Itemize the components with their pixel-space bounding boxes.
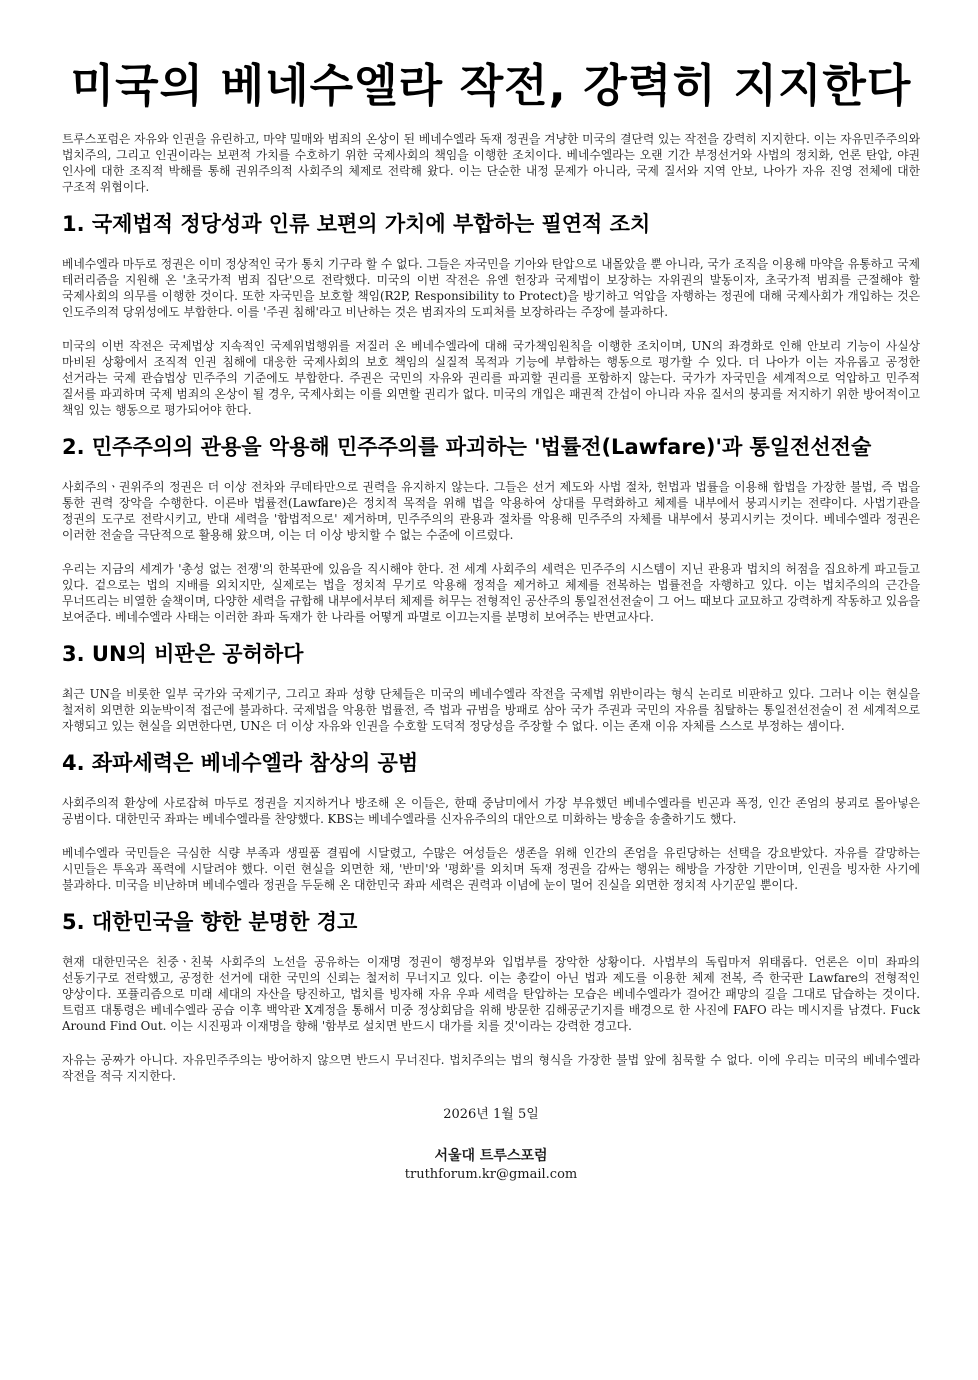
section-2 — [62, 432, 920, 625]
statement-date: 2026년 1월 5일 — [443, 1107, 539, 1122]
intro-paragraph: 트루스포럼은 자유와 인권을 유린하고, 마약 밀매와 범죄의 온상이 된 베네수엘라 독재 정권을 겨냥한 미국의 결단력 있는 작전을 강력히 지지한다. 이는 자유민주주의와 법치주의, 그리고 인권이라는 보편적 가치를 수호하기 위한 국제사회의 책임을 이행한 조치이다. 베네수엘라는 오랜 기간 부정선거와 사법의 정치화, 언론 탄압, 야권 인사에 대한 조직적 박해를 통해 권위주의적 사회주의 체제로 전락해 왔다. 이는 단순한 내정 문제가 아니라, 국제 질서와 지역 안보, 나아가 자유 진영 전체에 대한 구조적 위협이다. — [62, 132, 920, 194]
section-3-paragraph-1: 최근 UN을 비롯한 일부 국가와 국제기구, 그리고 좌파 성향 단체들은 미국의 베네수엘라 작전을 국제법 위반이라는 형식 논리로 비판하고 있다. 그러나 이는 현실을 철저히 외면한 외눈박이적 접근에 불과하다. 국제법을 악용한 법률전, 즉 법과 규범을 방패로 삼아 국가 주권과 국민의 자유를 침탈하는 통일전선전술이 전 세계적으로 자행되고 있는 현실을 외면한다면, UN은 더 이상 자유와 인권을 수호할 도덕적 정당성을 주장할 수 없다. 이는 존재 이유 자체를 스스로 부정하는 셈이다. — [62, 687, 920, 733]
section-2-paragraph-2: 우리는 지금의 세계가 '총성 없는 전쟁'의 한복판에 있음을 직시해야 한다. 전 세계 사회주의 세력은 민주주의 시스템이 지닌 관용과 법치의 허점을 집요하게 파고들고 있다. 겉으로는 법의 지배를 외치지만, 실제로는 법을 정치적 무기로 악용해 정적을 제거하고 체제를 전복하는 법률전을 자행하고 있다. 이는 법치주의의 근간을 무너뜨리는 비열한 술책이며, 다양한 세력을 규합해 내부에서부터 체제를 허무는 전형적인 공산주의 통일전선전술이 그 어느 때보다 교묘하고 강력하게 작동하고 있음을 보여준다. 베네수엘라 사태는 이러한 좌파 독재가 한 나라를 어떻게 파멸로 이끄는지를 분명히 보여주는 반면교사다. — [62, 562, 920, 624]
section-5-paragraph-2: 자유는 공짜가 아니다. 자유민주주의는 방어하지 않으면 반드시 무너진다. 법치주의는 법의 형식을 가장한 불법 앞에 침묵할 수 없다. 이에 우리는 미국의 베네수엘라 작전을 적극 지지한다. — [62, 1053, 920, 1083]
section-1 — [62, 209, 920, 418]
section-3 — [62, 639, 920, 734]
organization-name: 서울대 트루스포럼 — [434, 1148, 548, 1164]
section-1-paragraph-2: 미국의 이번 작전은 국제법상 지속적인 국제위법행위를 저질러 온 베네수엘라에 대해 국가책임원칙을 이행한 조치이며, UN의 좌경화로 인해 안보리 기능이 사실상 마비된 상황에서 조직적 인권 침해에 대응한 국제사회의 보호 책임의 실질적 목적과 기능에 부합하는 행동으로 평가할 수 있다. 더 나아가 이는 자유롭고 공정한 선거라는 국제 관습법상 민주주의 기준에도 부합한다. 주권은 국민의 자유와 권리를 파괴할 권리를 포함하지 않는다. 국가가 자국민을 세계적으로 억압하고 민주적 질서를 파괴하며 국제 범죄의 온상이 될 경우, 국제사회는 이를 외면할 권리가 없다. 미국의 개입은 패권적 간섭이 아니라 자유 질서의 붕괴를 저지하기 위한 방어적이고 책임 있는 행동으로 평가되어야 한다. — [62, 339, 920, 417]
page-title: 미국의 베네수엘라 작전, 강력히 지지한다 — [70, 59, 912, 112]
contact-email: truthforum.kr@gmail.com — [404, 1167, 578, 1182]
section-4 — [62, 748, 920, 893]
section-5-heading: 5. 대한민국을 향한 분명한 경고 — [62, 910, 358, 934]
section-3-heading: 3. UN의 비판은 공허하다 — [62, 642, 304, 666]
section-2-paragraph-1: 사회주의ㆍ권위주의 정권은 더 이상 전차와 쿠데타만으로 권력을 유지하지 않는다. 그들은 선거 제도와 사법 절차, 헌법과 법률을 이용해 합법을 가장한 불법, 즉 법을 통한 권력 장악을 수행한다. 이른바 법률전(Lawfare)은 정치적 목적을 위해 법을 악용하여 상대를 무력화하고 체제를 내부에서 붕괴시키는 전략이다. 사법기관을 정권의 도구로 전락시키고, 반대 세력을 '합법적으로' 제거하며, 민주주의의 관용과 절차를 악용해 민주주의 자체를 내부에서 붕괴시키는 것이다. 베네수엘라 정권은 이러한 전술을 극단적으로 활용해 왔으며, 이는 더 이상 방치할 수 없는 수준에 이르렀다. — [62, 480, 920, 542]
section-2-heading: 2. 민주주의의 관용을 악용해 민주주의를 파괴하는 '법률전(Lawfare)'과 통일전선전술 — [62, 435, 872, 459]
section-4-paragraph-2: 베네수엘라 국민들은 극심한 식량 부족과 생필품 결핍에 시달렸고, 수많은 여성들은 생존을 위해 인간의 존엄을 유린당하는 선택을 강요받았다. 자유를 갈망하는 시민들은 투옥과 폭력에 시달려야 했다. 이런 현실을 외면한 채, '반미'와 '평화'를 외치며 독재 정권을 감싸는 행위는 해방을 가장한 기만이며, 인권을 빙자한 사기에 불과하다. 미국을 비난하며 베네수엘라 정권을 두둔해 온 대한민국 좌파 세력은 권력과 이념에 눈이 멀어 진실을 외면한 정치적 사기꾼일 뿐이다. — [62, 846, 920, 892]
section-4-heading: 4. 좌파세력은 베네수엘라 참상의 공범 — [62, 751, 419, 775]
section-5-paragraph-1: 현재 대한민국은 친중ㆍ친북 사회주의 노선을 공유하는 이재명 정권이 행정부와 입법부를 장악한 상황이다. 사법부의 독립마저 위태롭다. 언론은 이미 좌파의 선동기구로 전락했고, 공정한 선거에 대한 국민의 신뢰는 철저히 무너지고 있다. 이는 총칼이 아닌 법과 제도를 이용한 체제 전복, 즉 한국판 Lawfare의 전형적인 양상이다. 포퓰리즘으로 미래 세대의 자산을 탕진하고, 법치를 빙자해 자유 우파 세력을 탄압하는 모습은 베네수엘라가 걸어간 패망의 길을 그대로 답습하는 것이다. 트럼프 대통령은 베네수엘라 공습 이후 백악관 X계정을 통해서 미중 정상회담을 위해 방문한 김해공군기지를 배경으로 한 사진에 FAFO 라는 메시지를 남겼다. Fuck Around Find Out. 이는 시진핑과 이재명을 향해 '함부로 설치면 반드시 대가를 치를 것'이라는 강력한 경고다. — [62, 955, 920, 1033]
section-1-paragraph-1: 베네수엘라 마두로 정권은 이미 정상적인 국가 통치 기구라 할 수 없다. 그들은 자국민을 기아와 탄압으로 내몰았을 뿐 아니라, 국가 조직을 이용해 마약을 유통하고 국제 테러리즘을 지원해 온 '초국가적 범죄 집단'으로 전락했다. 미국의 이번 작전은 유엔 헌장과 국제법이 보장하는 자위권의 발동이자, 초국가적 범죄를 근절해야 할 국제사회의 의무를 이행한 것이다. 또한 자국민을 보호할 책임(R2P, Responsibility to Protect)을 방기하고 억압을 자행하는 정권에 대해 국제사회가 개입하는 것은 인도주의적 당위성에도 부합한다. 이를 '주권 침해'라고 비난하는 것은 범죄자의 도피처를 보장하라는 주장에 불과하다. — [62, 257, 920, 319]
section-4-paragraph-1: 사회주의적 환상에 사로잡혀 마두로 정권을 지지하거나 방조해 온 이들은, 한때 중남미에서 가장 부유했던 베네수엘라를 빈곤과 폭정, 인간 존엄의 붕괴로 몰아넣은 공범이다. 대한민국 좌파는 베네수엘라를 찬양했다. KBS는 베네수엘라를 신자유주의의 대안으로 미화하는 방송을 송출하기도 했다. — [62, 796, 920, 826]
section-5 — [62, 907, 920, 1084]
section-1-heading: 1. 국제법적 정당성과 인류 보편의 가치에 부합하는 필연적 조치 — [62, 212, 651, 236]
